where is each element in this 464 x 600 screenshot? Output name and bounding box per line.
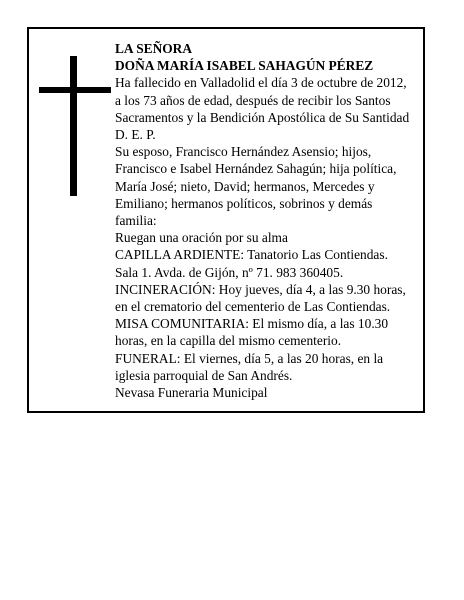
notice-heading-title: LA SEÑORA	[115, 41, 193, 56]
funeral-line: FUNERAL: El viernes, día 5, a las 20 horas, en la	[115, 350, 384, 366]
mass-line: MISA COMUNITARIA: El mismo día, a las 10.30	[115, 316, 389, 332]
obituary-notice	[27, 27, 425, 413]
mass-line: horas, en la capilla del mismo cementerio.	[115, 333, 342, 349]
cremation-line: INCINERACIÓN: Hoy jueves, día 4, a las 9.30 horas,	[115, 281, 406, 297]
family-line: Emiliano; hermanos políticos, sobrinos y demás	[115, 195, 373, 211]
notice-text	[115, 40, 415, 401]
funeral-line: iglesia parroquial de San Andrés.	[115, 367, 293, 383]
funeral-home-line: Nevasa Funeraria Municipal	[115, 385, 268, 401]
family-line: Francisco e Isabel Hernández Sahagún; hija política,	[115, 161, 397, 177]
cross-vertical-bar	[70, 56, 77, 196]
cross-horizontal-bar	[39, 87, 111, 93]
rest-in-peace-line: D. E. P.	[115, 127, 156, 143]
family-line: María José; nieto, David; hermanos, Mercedes y	[115, 178, 375, 194]
cremation-line: en el crematorio del cementerio de Las Contiendas.	[115, 299, 391, 315]
death-announcement-line: Sacramentos y la Bendición Apostólica de Su Santidad	[115, 109, 410, 125]
prayer-request-line: Ruegan una oración por su alma	[115, 230, 288, 246]
death-announcement-line: Ha fallecido en Valladolid el día 3 de octubre de 2012,	[115, 75, 407, 91]
deceased-name: DOÑA MARÍA ISABEL SAHAGÚN PÉREZ	[115, 58, 374, 74]
family-line: Su esposo, Francisco Hernández Asensio; hijos,	[115, 144, 372, 160]
death-announcement-line: a los 73 años de edad, después de recibir los Santos	[115, 92, 391, 108]
chapel-line: CAPILLA ARDIENTE: Tanatorio Las Contiendas.	[115, 247, 388, 263]
chapel-line: Sala 1. Avda. de Gijón, nº 71. 983 360405.	[115, 264, 344, 280]
cross-icon	[39, 56, 111, 196]
family-line: familia:	[115, 213, 157, 229]
